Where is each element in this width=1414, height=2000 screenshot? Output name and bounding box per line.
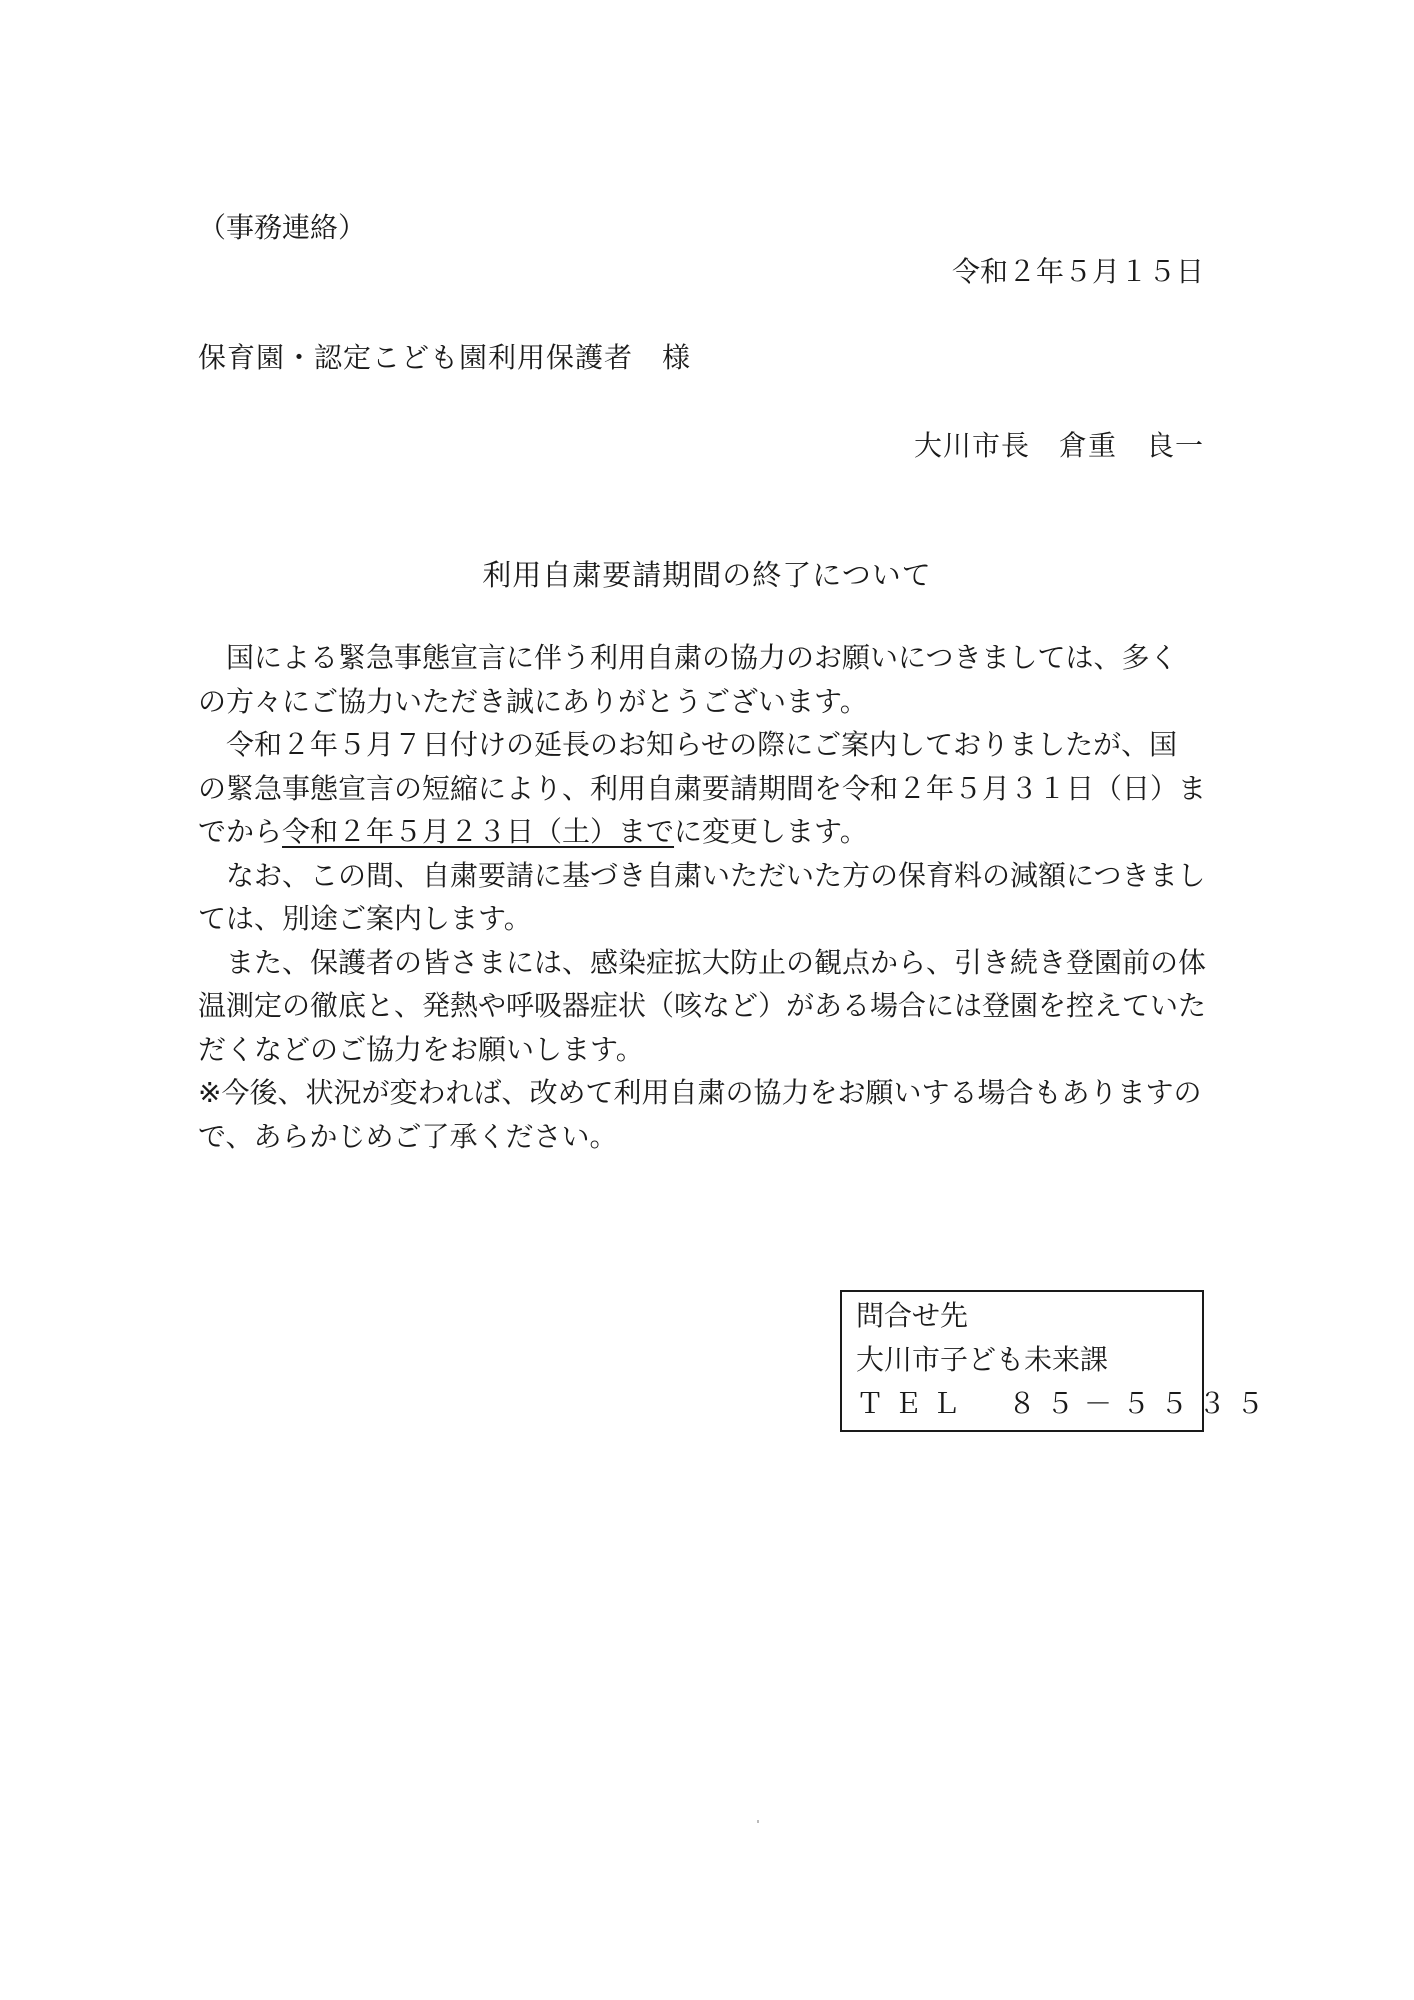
body-line: 温測定の徹底と、発熱や呼吸器症状（咳など）がある場合には登園を控えていた [198, 989, 1207, 1022]
body-line: だくなどのご協力をお願いします。 [198, 1032, 644, 1066]
body-text: 国による緊急事態宣言に伴う利用自粛の協力のお願いにつきましては、多く [226, 641, 1178, 674]
underlined-new-end-date: 令和２年５月２３日（土）まで [282, 815, 675, 848]
document-type-label: （事務連絡） [198, 211, 367, 244]
scan-speck [757, 1820, 759, 1823]
body-line: の緊急事態宣言の短縮により、利用自粛要請期間を令和２年５月３１日（日）ま [198, 771, 1207, 805]
note-line: で、あらかじめご了承ください。 [198, 1119, 618, 1153]
body-line [198, 941, 1210, 985]
body-text: に変更します。 [674, 815, 868, 848]
contact-box [840, 1290, 1275, 1432]
body-line: ては、別途ご案内します。 [198, 902, 532, 935]
body-line [198, 723, 1210, 767]
document-body [198, 636, 1210, 1158]
body-line [198, 636, 1210, 680]
body-line: の方々にご協力いただき誠にありがとうございます。 [198, 684, 868, 718]
sender: 大川市長 倉重 良一 [913, 429, 1204, 462]
body-line [198, 810, 1210, 854]
body-text: でから [198, 815, 283, 848]
contact-department: 大川市子ども未来課 [856, 1343, 1109, 1376]
contact-heading: 問合せ先 [856, 1299, 969, 1332]
note-line: ※今後、状況が変われば、改めて利用自粛の協力をお願いする場合もありますの [198, 1076, 1202, 1109]
body-text: また、保護者の皆さまには、感染症拡大防止の観点から、引き続き登園前の体 [226, 945, 1207, 979]
contact-phone: ＴＥＬ ８５－５５３５ [856, 1387, 1275, 1420]
document-date: 令和２年５月１５日 [951, 255, 1204, 288]
document-title: 利用自粛要請期間の終了について [482, 558, 932, 592]
body-text: 令和２年５月７日付けの延長のお知らせの際にご案内しておりましたが、国 [226, 728, 1178, 761]
body-line [198, 854, 1210, 898]
body-text: なお、この間、自粛要請に基づき自粛いただいた方の保育料の減額につきまし [226, 858, 1206, 892]
addressee: 保育園・認定こども園利用保護者 様 [198, 341, 692, 374]
